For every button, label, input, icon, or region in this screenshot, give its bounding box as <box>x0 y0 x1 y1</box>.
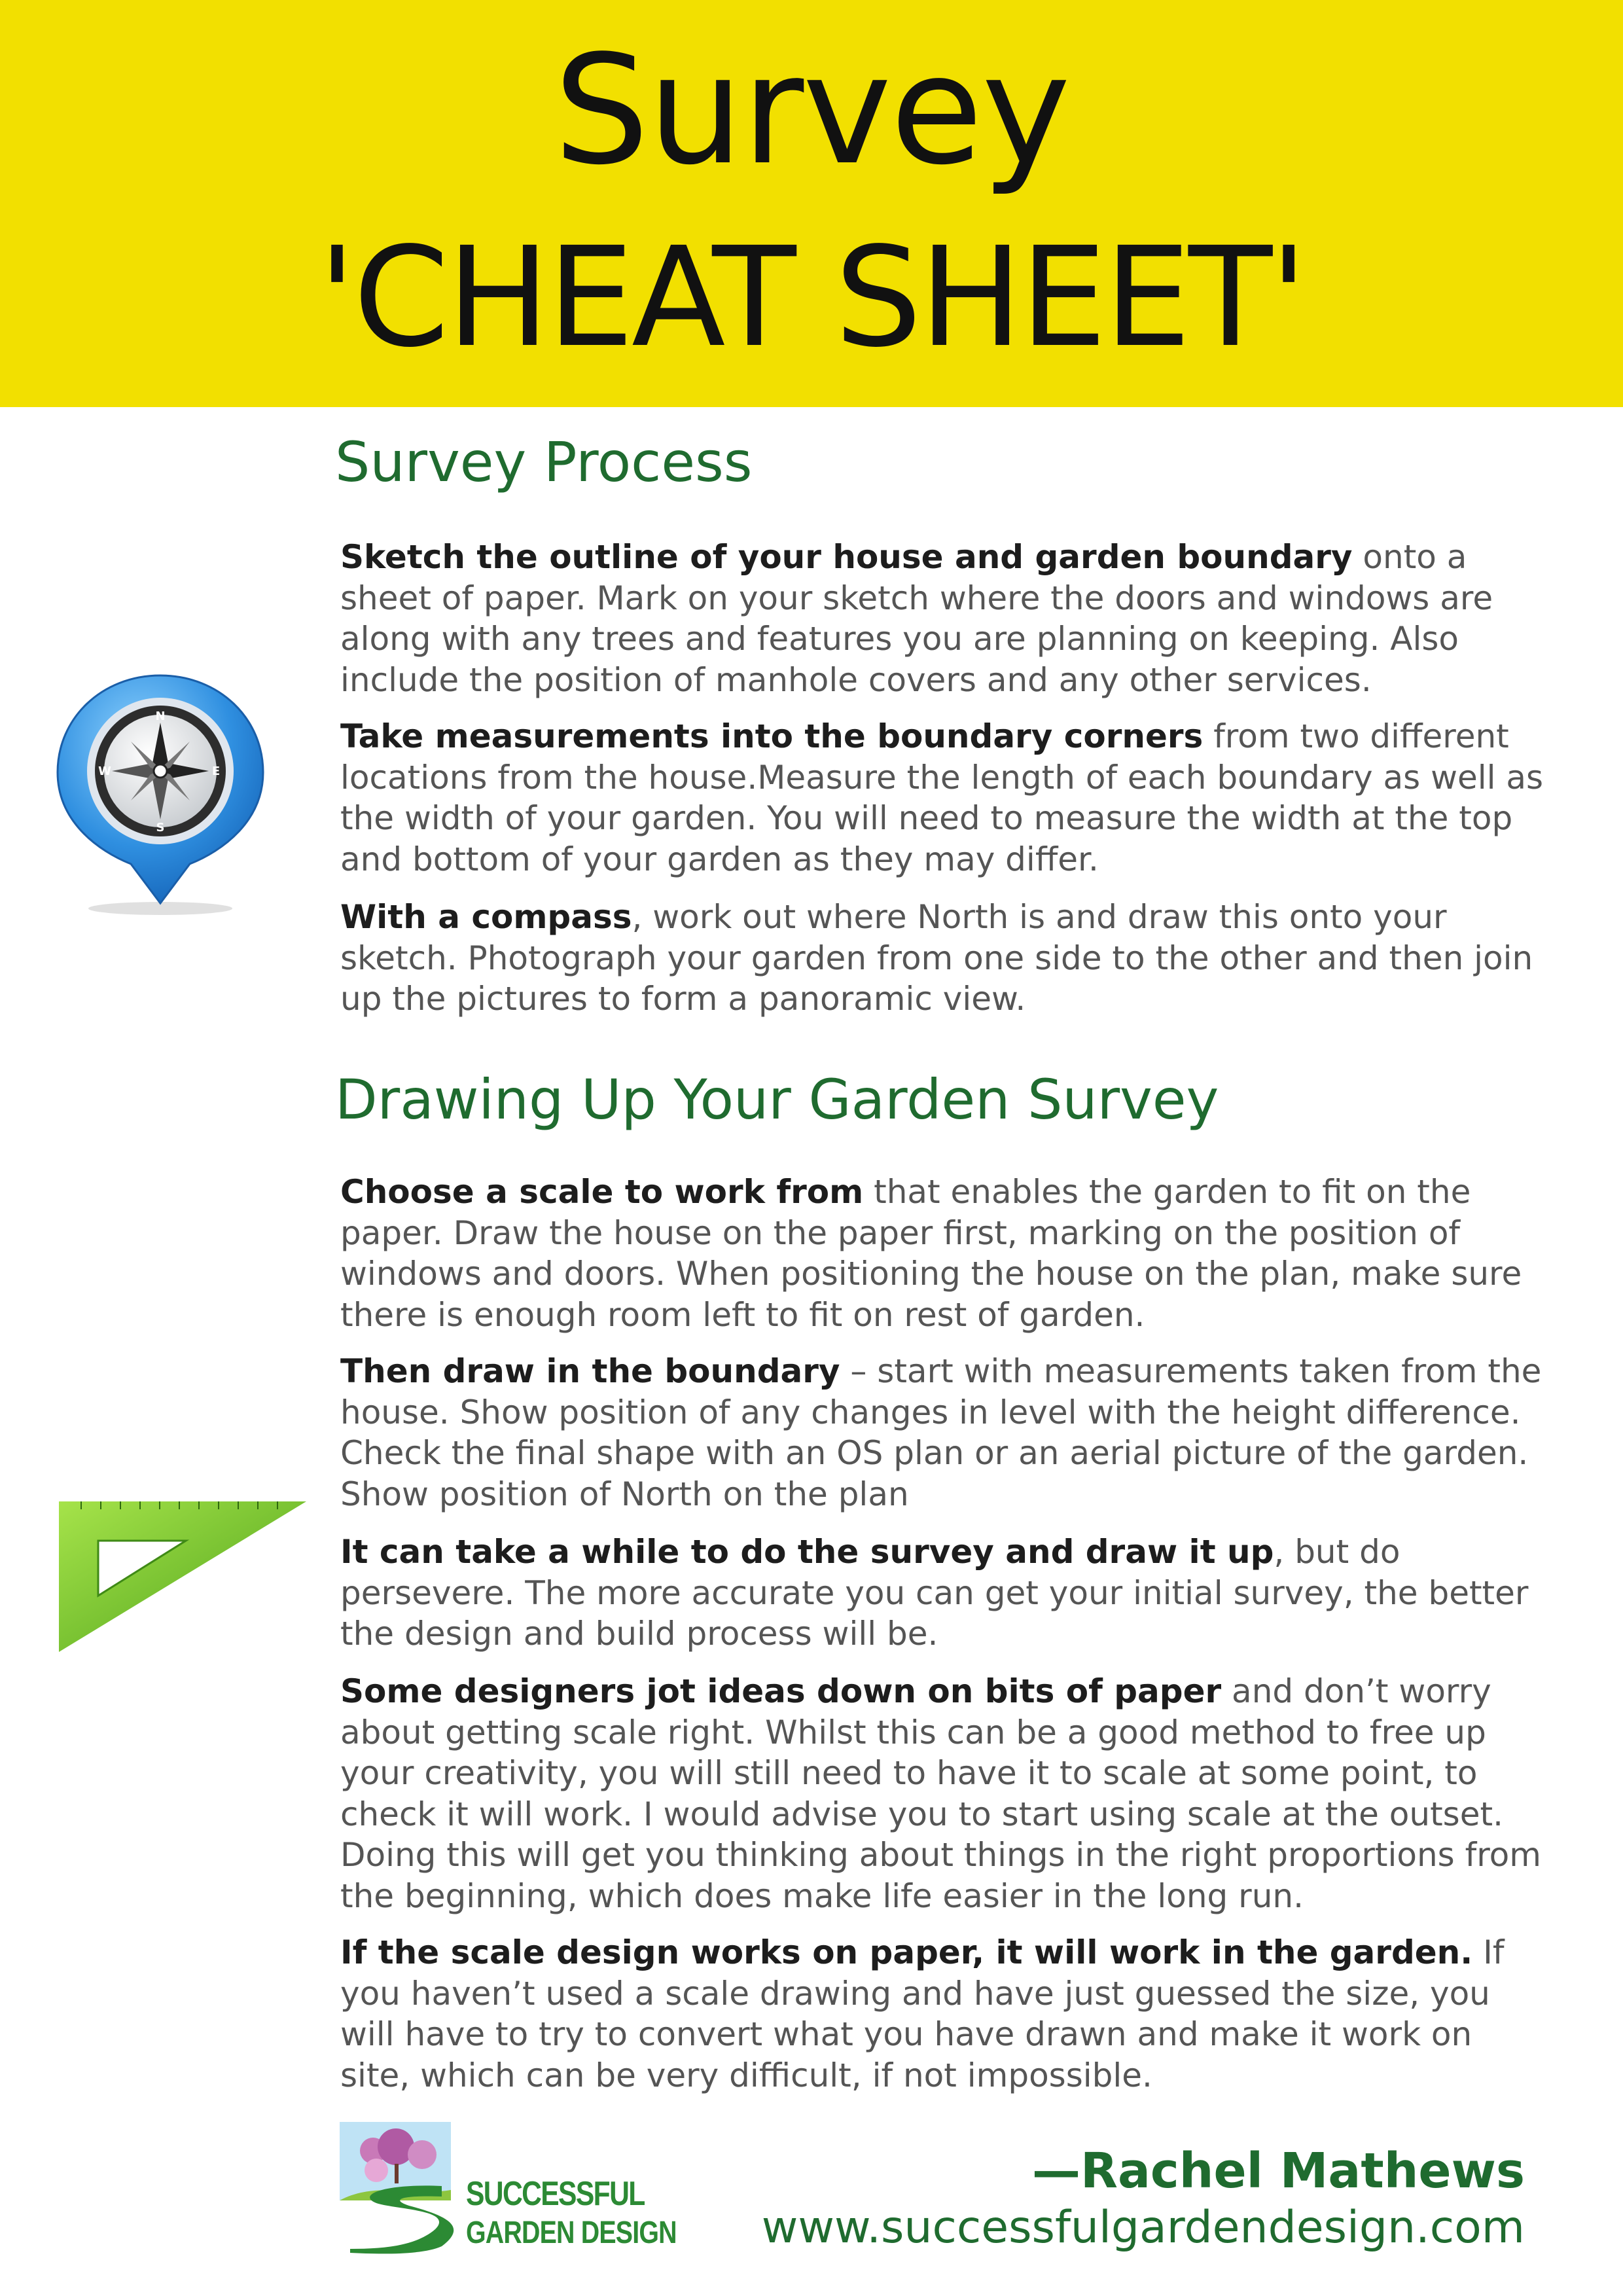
paragraph-lead: Some designers jot ideas down on bits of paper <box>340 1672 1222 1710</box>
paragraph-text: , but do persevere. The more accurate you can get your initial survey, the better the design and build process will be. <box>340 1533 1529 1653</box>
logo-text-line2: GARDEN DESIGN <box>466 2215 677 2250</box>
paragraph-text: If you haven’t used a scale drawing and have just guessed the size, you will have to try to convert what you have drawn and make it work on site, which can be very difficult, if not impossible. <box>340 1933 1505 2094</box>
paragraph-lead: Then draw in the boundary <box>340 1352 840 1390</box>
paragraph <box>340 1532 1544 1655</box>
website-link[interactable]: www.successfulgardendesign.com <box>761 2202 1525 2253</box>
paragraph-text: from two different locations from the house.Measure the length of each boundary as well as the width of your garden. You will need to measure the width at the top and bottom of your garden as they may differ. <box>340 717 1544 878</box>
compass-pin-icon <box>52 668 268 916</box>
paragraph-lead: If the scale design works on paper, it will work in the garden. <box>340 1933 1473 1971</box>
compass-letter-n: N <box>155 709 166 723</box>
paragraph-lead: With a compass <box>340 898 632 936</box>
paragraph <box>340 1172 1544 1335</box>
paragraph-text: , work out where North is and draw this onto your sketch. Photograph your garden from one side to the other and then join up the pictures to form a panoramic view. <box>340 898 1533 1018</box>
page-title: Survey <box>553 24 1070 198</box>
set-square-icon <box>55 1499 310 1656</box>
page-subtitle: 'CHEAT SHEET' <box>318 217 1305 378</box>
logo-text-line1: SUCCESSFUL <box>466 2175 645 2213</box>
paragraph <box>340 1932 1544 2096</box>
paragraph <box>340 1351 1544 1515</box>
section-heading-survey-process: Survey Process <box>335 430 753 494</box>
paragraph <box>340 716 1544 880</box>
author-name: —Rachel Mathews <box>1031 2143 1525 2199</box>
paragraph-lead: Choose a scale to work from <box>340 1173 864 1211</box>
compass-letter-e: E <box>211 764 221 778</box>
header-banner <box>0 0 1623 407</box>
paragraph-text: onto a sheet of paper. Mark on your sketch where the doors and windows are along with any trees and features you are planning on keeping. Also include the position of manhole covers and any other services. <box>340 538 1493 699</box>
paragraph-text: and don’t worry about getting scale right. Whilst this can be a good method to free up your creativity, you will still need to have it to scale at some point, to check it will work. I would advise you to start using scale at the outset. Doing this will get you thinking about things in the right proportions from the beginning, which does make life easier in the long run. <box>340 1672 1541 1915</box>
paragraph-lead: Sketch the outline of your house and garden boundary <box>340 538 1353 576</box>
paragraph-lead: Take measurements into the boundary corners <box>340 717 1204 755</box>
paragraph <box>340 897 1544 1020</box>
section-heading-drawing-up: Drawing Up Your Garden Survey <box>335 1067 1219 1132</box>
paragraph-text: that enables the garden to fit on the paper. Draw the house on the paper first, marking on the position of windows and doors. When positioning the house on the plan, make sure there is enough room left to fit on rest of garden. <box>340 1173 1522 1334</box>
paragraph-lead: It can take a while to do the survey and draw it up <box>340 1533 1274 1571</box>
paragraph-text: – start with measurements taken from the house. Show position of any changes in level with the height difference. Check the final shape with an OS plan or an aerial picture of the garden. Show position of North on the plan <box>340 1352 1542 1513</box>
paragraph <box>340 537 1544 700</box>
compass-letter-w: W <box>98 764 111 778</box>
compass-letter-s: S <box>156 821 165 834</box>
paragraph <box>340 1671 1544 1916</box>
